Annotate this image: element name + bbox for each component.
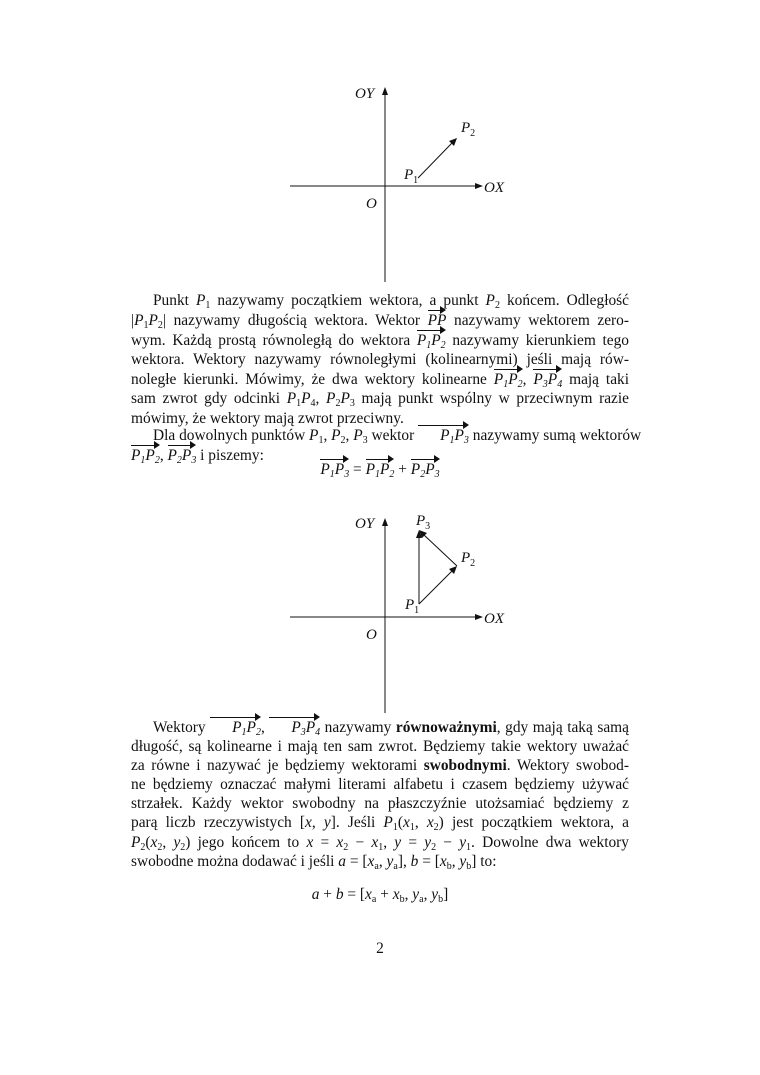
formula-free-vector-sum: $a + b = [x_a + x_b$, $y_a$, $y_b$] — [311, 886, 449, 905]
page-number: 2 — [376, 940, 384, 957]
y-axis-arrowhead — [382, 518, 388, 526]
label-origin: O — [366, 627, 377, 643]
vector-p1p2 — [418, 143, 452, 178]
label-origin: O — [366, 196, 377, 212]
y-axis-arrowhead — [382, 87, 388, 95]
paragraph-free-vectors: Wektory $P_1P_2$, $P_3P_4$ nazywamy równoważnymi, gdy mają taką samą długość, są kolinearne i mają ten sam zwrot. Będziemy takie wektory uważać za równe i nazywać je będziemy wektorami swobodnymi. Wektory swobod- ne będziemy oznaczać małymi literami alfabetu i czasem będziemy używać strzałek. Każdy wektor swobodny na płaszczyźnie utożsamiać będziemy z parą liczb rzeczywistych [x, y]. Jeśli $P_1(x_1$, $x_2$) jest początkiem wektora, a $P_2(x_2$, $y_2$) jego końcem to $x = x_2 - x_1$, $y = y_2 - y_1$. Dowolne dwa wektory swobodne można dodawać i jeśli $a = [x_a$, $y_a$], $b = [x_b$, $y_b$] to: — [131, 719, 630, 872]
paragraph-definitions: Punkt $P_1$ nazywamy początkiem wektora, a punkt $P_2$ końcem. Odległość $|P_1P_2|$ nazywamy długością wektora. Wektor PP nazywamy wektorem zero- wym. Każdą prostą równoległą do wektora $P_1P_2$ nazywamy kierunkiem tego wektora. Wektory nazywamy równoległymi (kolinearnymi) jeśli mają rów- noległe kierunki. Mówimy, że dwa wektory kolinearne $P_1P_2$, $P_3P_4$ mają taki sam zwrot gdy odcinki $P_1P_4$, $P_2P_3$ mają punkt wspólny w przeciwnym razie mówimy, że wektory mają zwrot przeciwny. — [131, 292, 629, 427]
figure-vector-p1p2 — [0, 0, 760, 290]
label-p1: $P_1$ — [405, 597, 420, 616]
label-p3: $P_3$ — [416, 513, 431, 532]
x-axis-arrowhead — [475, 183, 483, 189]
label-p2: $P_2$ — [461, 120, 476, 139]
vector-p2p3 — [424, 535, 457, 566]
figure-vector-triangle — [0, 500, 760, 730]
label-p1: $P_1$ — [404, 167, 419, 186]
formula-vector-sum: $P_1P_3 = P_1P_2 + P_2P_3$ — [320, 461, 440, 480]
label-p2: $P_2$ — [461, 550, 476, 569]
vector-p1p2 — [419, 571, 452, 604]
label-ox: OX — [484, 611, 504, 627]
x-axis-arrowhead — [475, 614, 483, 620]
label-oy: OY — [355, 86, 375, 102]
paragraph-vector-sum: Dla dowolnych punktów $P_1$, $P_2$, $P_3$ wektor $P_1P_3$ nazywamy sumą wektorów $P_1P_2$, $P_2P_3$ i piszemy: — [131, 427, 642, 467]
label-oy: OY — [355, 516, 375, 532]
label-ox: OX — [484, 180, 504, 196]
